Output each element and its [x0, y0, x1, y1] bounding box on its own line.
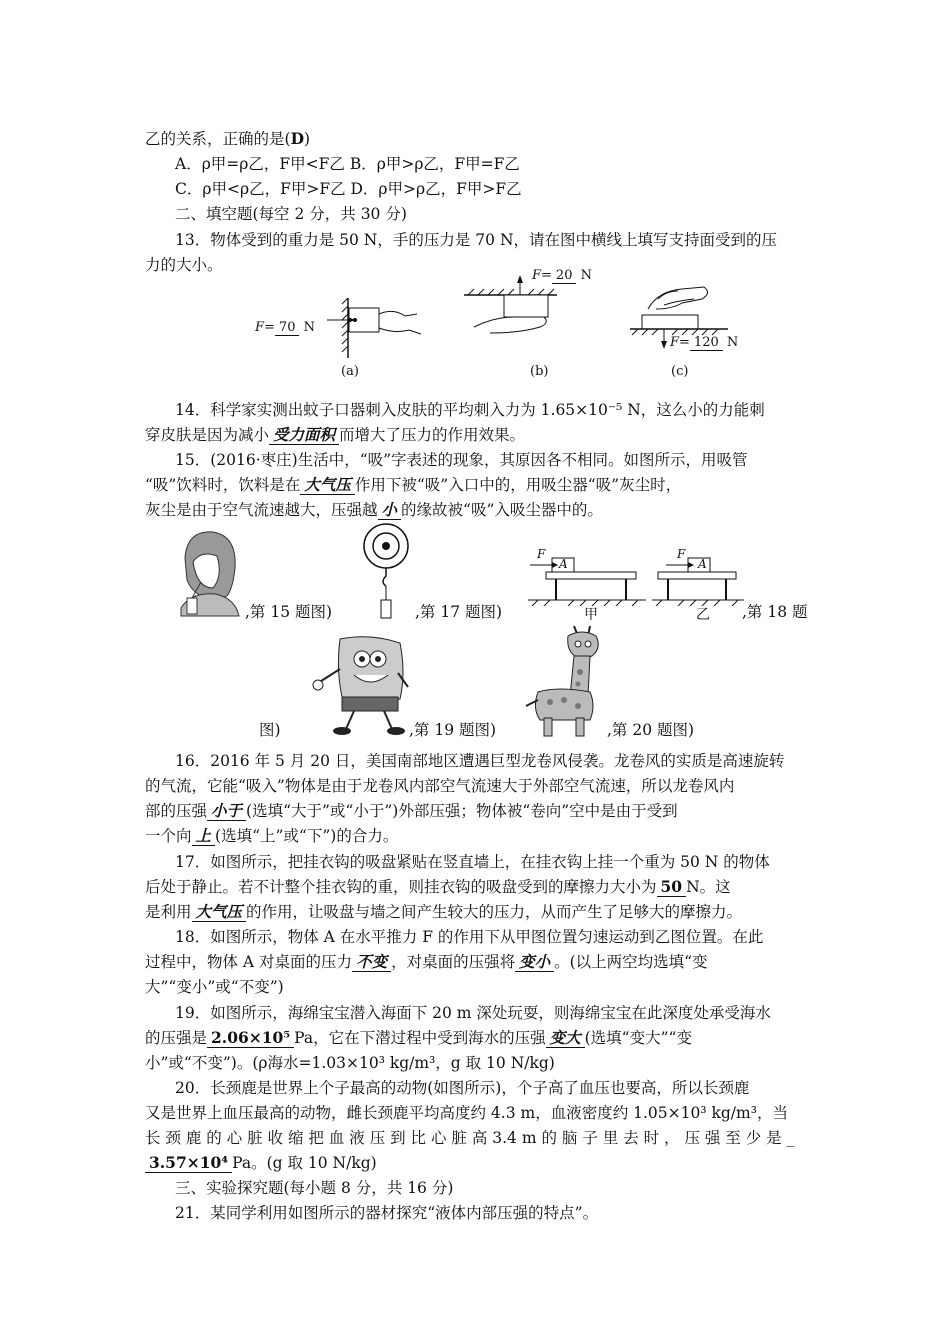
q21-line1: 21．某同学利用如图所示的器材探究“液体内部压强的特点”。	[175, 1204, 599, 1222]
q15-line2: “吸”饮料时，饮料是在 大气压 作用下被“吸”入口中的，用吸尘器“吸”灰尘时，	[145, 475, 682, 494]
q15-answer2: 小	[378, 500, 402, 520]
q17-line3: 是利用 大气压 的作用，让吸盘与墙之间产生较大的压力，从而产生了足够大的摩擦力。	[145, 902, 743, 921]
fig18-yi-A: A	[698, 557, 707, 571]
q14-line1: 14．科学家实测出蚊子口器刺入皮肤的平均刺入力为 1.65×10⁻⁵ N，这么小的力能刺	[175, 401, 765, 419]
fig18-caption: ,第 18 题	[742, 603, 808, 621]
q20-line2: 又是世界上血压最高的动物，雌长颈鹿平均高度约 4.3 m，血液密度约 1.05×10³ kg/m³，当	[145, 1104, 788, 1122]
fig17-suction-hook	[360, 522, 416, 622]
q13-line1: 13．物体受到的重力是 50 N，手的压力是 70 N，请在图中横线上填写支持面受到的压	[175, 231, 778, 249]
fig13b-label: F= 20 N	[532, 268, 592, 283]
fig13-b	[462, 275, 572, 350]
q19-line1: 19．如图所示，海绵宝宝潜入海面下 20 m 深处玩耍，则海绵宝宝在此深度处承受海水	[175, 1004, 771, 1022]
q17-line1: 17．如图所示，把挂衣钩的吸盘紧贴在竖直墙上，在挂衣钩上挂一个重为 50 N 的物体	[175, 853, 770, 871]
q19-line3: 小”或“不变”)。(ρ海水=1.03×10³ kg/m³，g 取 10 N/kg)	[145, 1054, 555, 1072]
fig18-caption-end: 图)	[259, 721, 281, 739]
q19-answer1: 2.06×10⁵	[207, 1028, 294, 1048]
fig13a-label: F= 70 N	[255, 320, 315, 335]
q20-line4: 3.57×10⁴ Pa。(g 取 10 N/kg)	[145, 1150, 825, 1176]
q17-answer1: 50	[657, 877, 687, 897]
q14-answer: 受力面积	[269, 425, 339, 445]
q20-line1: 20．长颈鹿是世界上个子最高的动物(如图所示)，个子高了血压也要高，所以长颈鹿	[175, 1079, 750, 1097]
fig19-caption: ,第 19 题图)	[409, 721, 497, 739]
fig18-yi-label: 乙	[696, 607, 710, 623]
fig19-spongebob	[312, 633, 412, 737]
q16-line2: 的气流，它能“吸入”物体是由于龙卷风内部空气流速大于外部空气流速，所以龙卷风内	[145, 777, 735, 795]
fig17-caption: ,第 17 题图)	[415, 603, 503, 621]
q15-answer1: 大气压	[300, 475, 355, 495]
q18-answer1: 不变	[352, 952, 391, 972]
fig13b-caption: (b)	[530, 364, 549, 379]
fig18-jia-F: F	[537, 547, 546, 561]
fig15-caption: ,第 15 题图)	[245, 603, 333, 621]
q16-line3: 部的压强 小于 (选填“大于”或“小于”)外部压强；物体被“卷向”空中是由于受到	[145, 801, 678, 820]
q18-line2: 过程中，物体 A 对桌面的压力 不变 ，对桌面的压强将 变小 。(以上两空均选填“变	[145, 952, 708, 971]
q13-line2: 力的大小。	[145, 256, 223, 274]
fig20-caption: ,第 20 题图)	[607, 721, 695, 739]
fig13c-label: F= 120 N	[670, 335, 739, 350]
q18-answer2: 变小	[515, 952, 554, 972]
q16-line4: 一个向 上 (选填“上”或“下”)的合力。	[145, 826, 399, 845]
option-cd: C．ρ甲<ρ乙，F甲>F乙 D．ρ甲>ρ乙，F甲>F乙	[175, 180, 522, 198]
q17-answer2: 大气压	[192, 902, 247, 922]
fig18-jia-label: 甲	[584, 607, 598, 623]
q19-answer2: 变大	[546, 1028, 585, 1048]
fig15-girl-drinking	[175, 528, 245, 620]
q19-line2: 的压强是 2.06×10⁵ Pa，它在下潜过程中受到海水的压强 变大 (选填“变大”“变	[145, 1028, 692, 1047]
fig20-giraffe	[520, 622, 612, 740]
q16-line1: 16．2016 年 5 月 20 日，美国南部地区遭遇巨型龙卷风侵袭。龙卷风的实质是高速旋转	[175, 752, 785, 770]
option-ab: A．ρ甲=ρ乙，F甲<F乙 B．ρ甲>ρ乙，F甲=F乙	[175, 155, 520, 173]
q16-answer1: 小于	[207, 801, 246, 821]
fig18-yi-F: F	[677, 547, 686, 561]
fig18-jia-A: A	[559, 557, 568, 571]
q16-answer2: 上	[192, 826, 216, 846]
q15-line1: 15．(2016·枣庄)生活中，“吸”字表述的现象，其原因各不相同。如图所示，用吸管	[175, 451, 748, 469]
q18-line3: 大”“变小”或“不变”)	[145, 978, 284, 996]
section-2-heading: 二、填空题(每空 2 分，共 30 分)	[175, 205, 407, 223]
q14-line2: 穿皮肤是因为减小 受力面积 而增大了压力的作用效果。	[145, 425, 526, 444]
section-3-heading: 三、实验探究题(每小题 8 分，共 16 分)	[175, 1179, 454, 1197]
q17-line2: 后处于静止。若不计整个挂衣钩的重，则挂衣钩的吸盘受到的摩擦力大小为 50 N。这	[145, 877, 731, 896]
fig18-jia	[528, 548, 648, 606]
q20-line3: 长 颈 鹿 的 心 脏 收 缩 把 血 液 压 到 比 心 脏 高 3.4 m 的 脑 子 里 去 时 ， 压 强 至 少 是 _	[145, 1129, 795, 1147]
fig13a-caption: (a)	[341, 364, 359, 379]
q12-tail: 乙的关系，正确的是(D)	[145, 129, 311, 148]
q15-line3: 灰尘是由于空气流速越大，压强越 小 的缘故被“吸”入吸尘器中的。	[145, 500, 603, 519]
q18-line1: 18．如图所示，物体 A 在水平推力 F 的作用下从甲图位置匀速运动到乙图位置。在此	[175, 928, 764, 946]
q20-answer: 3.57×10⁴	[145, 1153, 232, 1173]
fig13c-caption: (c)	[671, 364, 689, 379]
